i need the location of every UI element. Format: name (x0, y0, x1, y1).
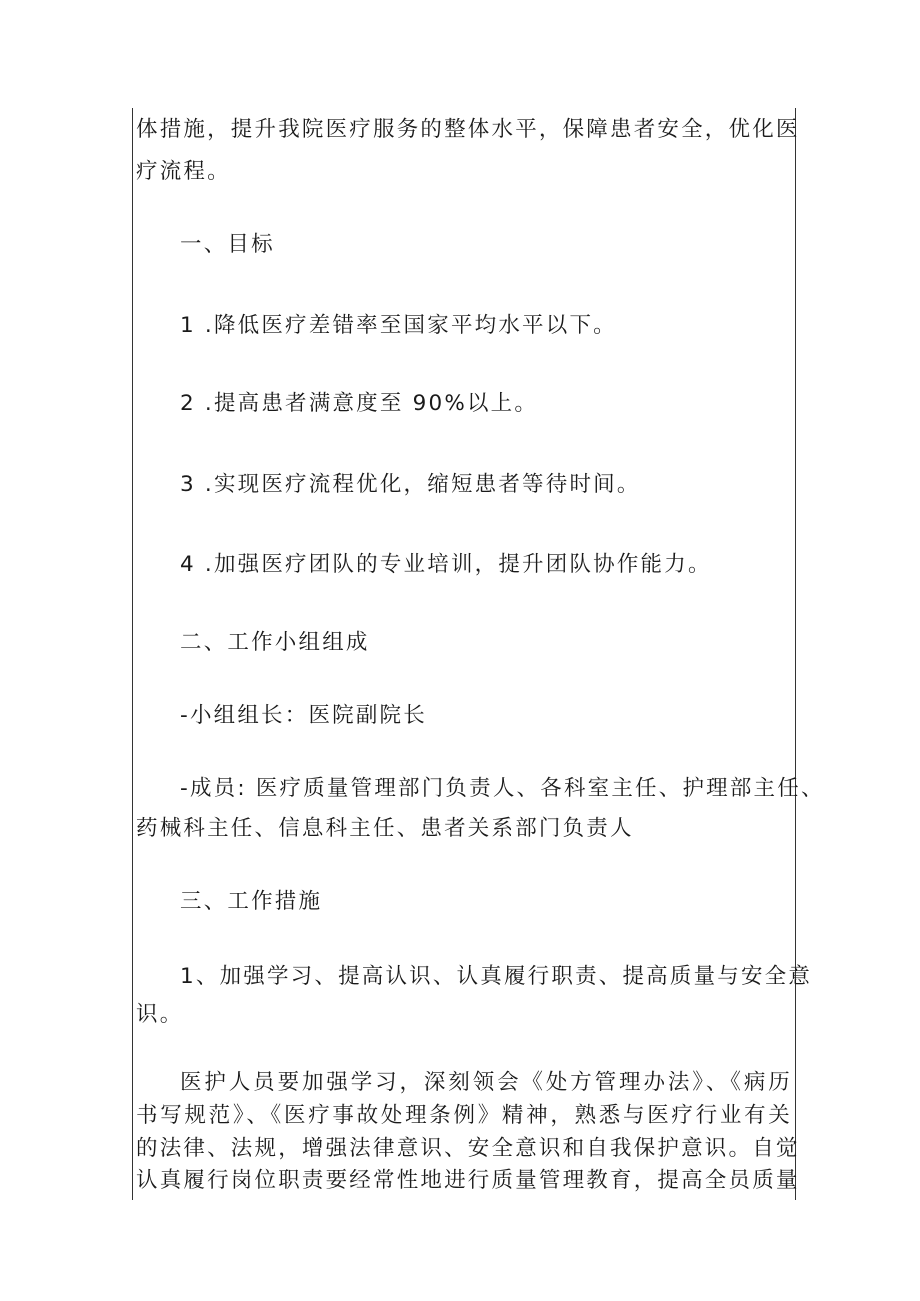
intro-line-2: 疗流程。 (136, 159, 231, 184)
measure1-line-1: 1、加强学习、提高认识、认真履行职责、提高质量与安全意 (180, 964, 813, 989)
goal-item: 1 .降低医疗差错率至国家平均水平以下。 (180, 313, 617, 338)
team-members-line-2: 药械科主任、信息科主任、患者关系部门负责人 (136, 816, 634, 841)
team-leader: -小组组长：医院副院长 (180, 703, 427, 728)
team-members-line-1: -成员: 医疗质量管理部门负责人、各科室主任、护理部主任、 (180, 776, 825, 801)
measure1-body-line-2: 书写规范》、《医疗事故处理条例》精神，熟悉与医疗行业有关 (136, 1103, 792, 1128)
goal-item: 2 .提高患者满意度至 90%以上。 (180, 391, 539, 416)
measure1-body-line-3: 的法律、法规，增强法律意识、安全意识和自我保护意识。自觉 (136, 1136, 800, 1161)
measure1-line-2: 识。 (136, 1002, 184, 1027)
measure1-body-line-1: 医护人员要加强学习，深刻领会《处方管理办法》、《病历 (180, 1070, 792, 1095)
team-heading: 二、工作小组组成 (180, 630, 370, 655)
measure1-body-line-4: 认真履行岗位职责要经常性地进行质量管理教育，提高全员质量 (136, 1168, 800, 1193)
goal-item: 3 .实现医疗流程优化，缩短患者等待时间。 (180, 472, 641, 497)
goals-heading: 一、目标 (180, 232, 275, 257)
intro-line-1: 体措施，提升我院医疗服务的整体水平，保障患者安全，优化医 (136, 117, 800, 142)
goal-item: 4 .加强医疗团队的专业培训，提升团队协作能力。 (180, 552, 712, 577)
measures-heading: 三、工作措施 (180, 889, 323, 914)
